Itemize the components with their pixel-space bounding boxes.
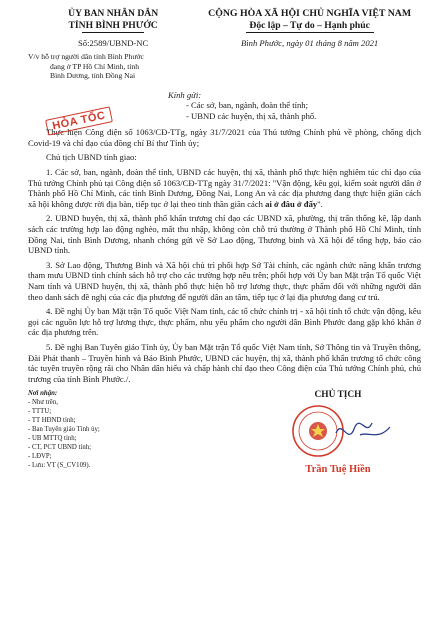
item-1-end: ". — [317, 198, 323, 209]
distribution-item: - TT HĐND tỉnh; — [28, 417, 76, 425]
item-3-paragraph: 3. Sở Lao động, Thương Binh và Xã hội chủ trì phối hợp Sở Tài chính, các ngành chức năng khẩn trương tham mưu UBND tỉnh chính sách hỗ trợ cho các trường hợp nêu trên; phối hợp với Ủy ban Mặt trận Tổ quốc Việt Nam tỉnh và UBND huyện, thị xã, thành phố thực hiện hỗ trợ lương thực, thực phẩm đối với những người dân theo danh sách đề nghị của các địa phương để người dân an tâm, tiếp tục ở lại địa phương đang cư trú. — [28, 259, 421, 302]
document-header — [28, 8, 421, 33]
item-5-paragraph: 5. Đề nghị Ban Tuyên giáo Tỉnh ủy, Ủy ban Mặt trận Tổ quốc Việt Nam tỉnh, Sở Thông tin và Truyền thông, Đài Phát thanh – Truyền hình và Báo Bình Phước, UBND các huyện, thị xã, thành phố khẩn trương tổ chức công tác tuyên truyền rộng rãi cho Nhân dân hiểu và chấp hành chỉ đạo theo Công điện của Thủ tướng Chính phủ, chủ trương của tỉnh Bình Phước./. — [28, 341, 421, 384]
distribution-title: Nơi nhận: — [28, 390, 58, 398]
issuer-line-1: ỦY BAN NHÂN DÂN — [68, 8, 159, 19]
subject-line: V/v hỗ trợ người dân tỉnh Bình Phước — [28, 52, 144, 61]
issuer-line-2: TỈNH BÌNH PHƯỚC — [68, 19, 158, 31]
item-1-text: 1. Các sở, ban, ngành, đoàn thể tỉnh, UBND các huyện, thị xã, thành phố thực hiện nghiêm túc chỉ đạo của Thủ tướng Chính phủ tại Công điện số 1063/CĐ-TTg ngày 31/7/2021: "Vận động, kêu gọi, kiểm soát người dân ở Thành phố Hồ Chí Minh, các tỉnh Bình Dương, Đồng Nai, Long An và các địa phương đang thực hiện giãn cách xã hội không được rời địa bàn, tiếp tục ở lại theo tinh thần giãn cách — [28, 167, 421, 209]
distribution-item: - LĐVP; — [28, 452, 52, 460]
distribution-item: - UB MTTQ tỉnh; — [28, 434, 77, 442]
motto-underline — [246, 32, 374, 33]
subject-line: Bình Dương, tỉnh Đồng Nai — [50, 71, 136, 81]
directive-paragraph: Chủ tịch UBND tỉnh giao: — [46, 152, 137, 163]
distribution-item: - Ban Tuyên giáo Tỉnh ủy; — [28, 425, 100, 433]
national-motto: Độc lập – Tự do – Hạnh phúc — [249, 19, 370, 31]
item-4-paragraph: 4. Đề nghị Ủy ban Mặt trận Tổ quốc Việt Nam tỉnh, các tổ chức chính trị - xã hội tỉnh tổ chức vận động, kêu gọi các nguồn lực hỗ trợ lương thực, thực phẩm, nhu yếu phẩm cho người dân Bình Phước đang gặp khó khăn ở các địa phương trên. — [28, 306, 421, 338]
distribution-item: - TTTU; — [28, 408, 52, 416]
issuer-underline — [82, 32, 144, 33]
urgent-stamp: HỎA TỐC — [45, 106, 113, 135]
distribution-item: - Lưu: VT (S_CV109). — [28, 461, 91, 469]
national-block — [198, 8, 421, 33]
intro-paragraph: Thực hiện Công điện số 1063/CĐ-TTg, ngày 31/7/2021 của Thủ tướng Chính phủ về phòng, chống dịch Covid-19 và chỉ đạo của đồng chí Bí thư Tỉnh ủy; — [28, 127, 421, 148]
document-body — [28, 127, 421, 384]
document-number: Số:2589/UBND-NC — [78, 38, 149, 48]
document-dateline: Bình Phước, ngày 01 tháng 8 năm 2021 — [241, 38, 379, 48]
national-title: CỘNG HÒA XÃ HỘI CHỦ NGHĨA VIỆT NAM — [208, 8, 412, 19]
signer-name: Trần Tuệ Hiền — [305, 464, 371, 476]
issuer-block — [28, 8, 198, 33]
signature-block — [273, 390, 403, 475]
subject-line: đang ở TP Hồ Chí Minh, tỉnh — [50, 61, 140, 71]
item-1-paragraph — [28, 167, 421, 209]
document-footer — [28, 390, 421, 476]
item-2-paragraph: 2. UBND huyện, thị xã, thành phố khẩn trương chỉ đạo các UBND xã, phường, thị trấn thống kê, lập danh sách các trường hợp lao động nghèo, mất thu nhập, không còn chỗ trú thường ở Thành phố Hồ Chí Minh, tỉnh Đồng Nai, tỉnh Bình Dương, nhanh chóng gửi về Sở Lao động, Thương binh và Xã hội để tổng hợp, báo cáo UBND tỉnh. — [28, 213, 421, 256]
item-1-emphasis: ai ở đâu ở đấy — [265, 198, 318, 209]
distribution-item: - Như trên, — [28, 399, 58, 407]
distribution-item: - CT, PCT UBND tỉnh; — [28, 443, 92, 451]
recipients-block — [168, 90, 421, 122]
official-seal-and-signature — [278, 401, 398, 461]
signer-role: CHỦ TỊCH — [314, 390, 362, 401]
document-subject — [28, 52, 208, 81]
meta-row — [28, 38, 421, 49]
recipients-label: Kính gửi: — [168, 89, 202, 100]
recipient-item: - Các sở, ban, ngành, đoàn thể tỉnh; — [186, 100, 308, 111]
recipient-item: - UBND các huyện, thị xã, thành phố. — [186, 110, 317, 121]
